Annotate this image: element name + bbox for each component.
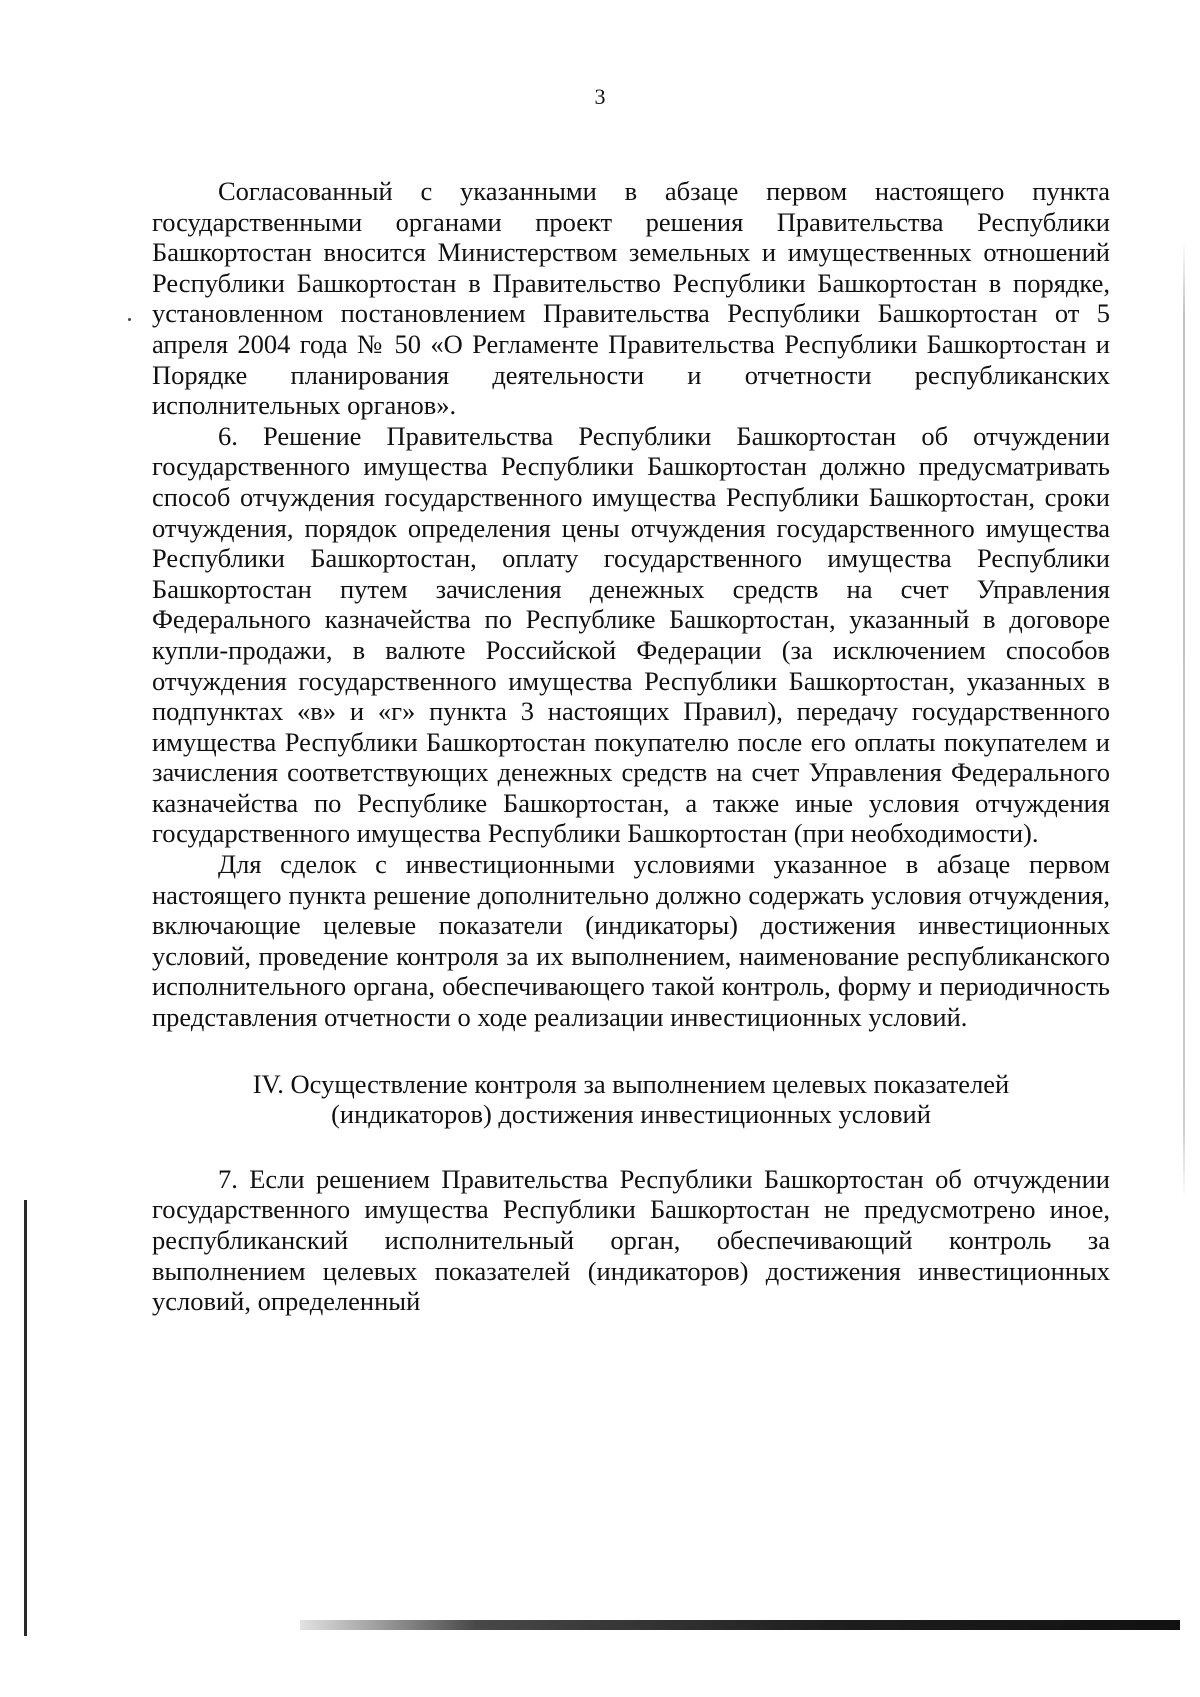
paragraph-item-6: 6. Решение Правительства Республики Башкортостан об отчуждении государственного имущества Республики Башкортостан должно предусматривать способ отчуждения государственного имущества Республики Башкортостан, сроки отчуждения, порядок определения цены отчуждения государственного имущества Республики Башкортостан, оплату государственного имущества Республики Башкортостан путем зачисления денежных средств на счет Управления Федерального казначейства по Республике Башкортостан, указанный в договоре купли-продажи, в валюте Российской Федерации (за исключением способов отчуждения государственного имущества Республики Башкортостан, указанных в подпунктах «в» и «г» пункта 3 настоящих Правил), передачу государственного имущества Республики Башкортостан покупателю после его оплаты покупателем и зачисления соответствующих денежных средств на счет Управления Федерального казначейства по Республике Башкортостан, а также иные условия отчуждения государственного имущества Республики Башкортостан (при необходимости). xyxy=(152,420,1110,849)
paragraph-investment-conditions: Для сделок с инвестиционными условиями указанное в абзаце первом настоящего пункта решение дополнительно должно содержать условия отчуждения, включающие целевые показатели (индикаторы) достижения инвестиционных условий, проведение контроля за их выполнением, наименование республиканского исполнительного органа, обеспечивающего такой контроль, форму и периодичность представления отчетности о ходе реализации инвестиционных условий. xyxy=(152,849,1110,1033)
section-heading-iv xyxy=(152,1069,1110,1130)
paragraph-agreed-draft: Согласованный с указанными в абзаце первом настоящего пункта государственными органами проект решения Правительства Республики Башкортостан вносится Министерством земельных и имущественных отношений Республики Башкортостан в Правительство Республики Башкортостан в порядке, установленном постановлением Правительства Республики Башкортостан от 5 апреля 2004 года № 50 «О Регламенте Правительства Республики Башкортостан и Порядке планирования деятельности и отчетности республиканских исполнительных органов». xyxy=(152,176,1110,421)
page-number: 3 xyxy=(594,84,606,109)
paragraph-item-7: 7. Если решением Правительства Республики Башкортостан об отчуждении государственного имущества Республики Башкортостан не предусмотрено иное, республиканский исполнительный орган, обеспечивающий контроль за выполнением целевых показателей (индикаторов) достижения инвестиционных условий, определенный xyxy=(152,1163,1110,1317)
scan-artifact-bottom-bar xyxy=(300,1620,1180,1630)
scan-artifact-dot xyxy=(128,318,131,321)
section-heading-line-2: (индикаторов) достижения инвестиционных условий xyxy=(331,1099,931,1130)
scan-artifact-left-edge xyxy=(24,1200,27,1636)
document-body xyxy=(152,176,1110,1317)
scan-artifact-right-edge xyxy=(1183,240,1185,1200)
section-heading-line-1: IV. Осуществление контроля за выполнением целевых показателей xyxy=(252,1068,1010,1099)
